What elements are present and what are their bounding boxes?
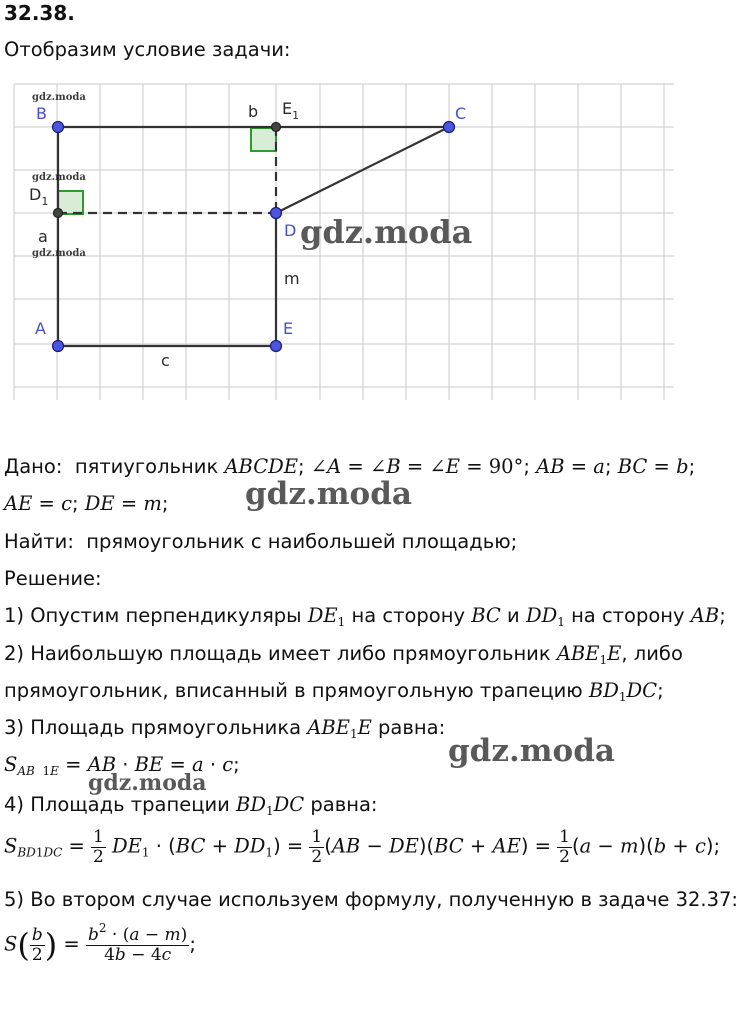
watermark-3: gdz.moda [448,733,615,769]
label-d: D [284,221,297,240]
formula-1: $S_{AB 1E}$ = AB · BE = a · c; [4,753,240,778]
point-c [444,122,455,133]
step-5: 5) Во втором случае используем формулу, полученную в задаче 32.37: [4,888,738,911]
step-3: 3) Площадь прямоугольника $ABE_1E$ равна: [4,716,446,741]
point-d [271,208,282,219]
intro-text: Отобразим условие задачи: [4,38,291,61]
right-angle-e1 [251,128,276,151]
label-c: C [455,104,467,123]
watermark-1: gdz.moda [300,213,473,251]
label-e1: $E_1$ [282,99,300,122]
step-2: 2) Наибольшую площадь имеет либо прямоугольник $ABE_1E$, либо [4,642,683,667]
label-b: B [36,104,47,123]
point-e1 [272,123,281,132]
formula-3: S( $\frac{b}{2}$ ) = $\frac{b^2 \cdot (a - m)}{4b - 4c}$ ; [4,921,196,965]
watermark-2: gdz.moda [245,476,412,512]
point-a [53,341,64,352]
point-e [271,341,282,352]
label-d1: $D_1$ [29,185,49,208]
label-b-side: b [248,102,259,121]
label-a-side: a [38,227,48,246]
label-a: A [35,319,46,338]
step-2-cont: прямоугольник, вписанный в прямоугольную трапецию $BD_1DC$; [4,679,664,704]
given-line-2: AE = c; DE = m; [4,492,169,515]
label-m-side: m [284,269,300,288]
point-b [53,122,64,133]
watermark-small-1: gdz.moda [32,92,86,103]
given-line: Дано: пятиугольник ABCDE; ∠A = ∠B = ∠E = 90°; AB = a; BC = b; [4,455,696,478]
formula-2: $S_{BD1DC}$ = $\frac{1}{2}$ $DE_1 \cdot (BC + DD_1)$ = $\frac{1}{2}$ (AB − DE)(BC + AE) = $\frac{1}{2}$ (a − m)(b + c); [4,827,721,867]
label-e: E [283,319,294,338]
point-d1 [54,209,63,218]
step-4: 4) Площадь трапеции $BD_1DC$ равна: [4,793,378,818]
watermark-small-2: gdz.moda [32,172,86,183]
step-1: 1) Опустим перпендикуляры $DE_1$ на сторону BC и $DD_1$ на сторону AB; [4,604,726,629]
problem-number: 32.38. [4,1,75,25]
watermark-small-3: gdz.moda [32,248,86,259]
solution-heading: Решение: [4,567,102,590]
watermark-4: gdz.moda [88,770,207,796]
label-c-side: c [161,351,170,370]
find-line: Найти: прямоугольник с наибольшей площадью; [4,530,518,553]
